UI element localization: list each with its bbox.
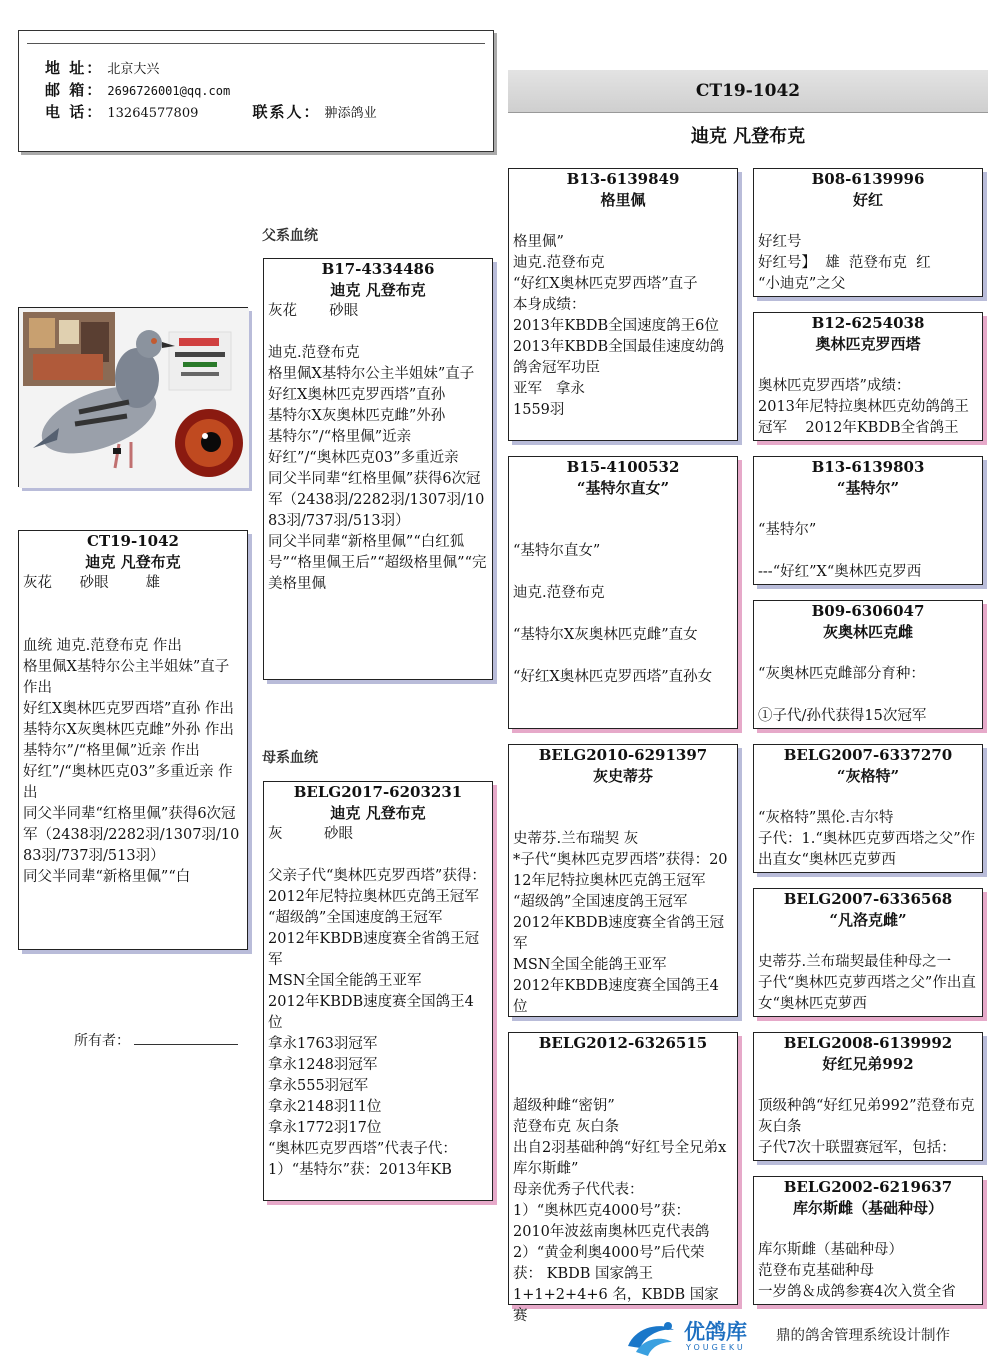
pigeon-photo xyxy=(18,307,248,487)
address-value: 北京大兴 xyxy=(107,62,160,77)
gen3-details: 库尔斯雌（基础种母） 范登布克基础种母 一岁鸽＆成鸽参赛4次入赏全省 xyxy=(758,1242,956,1300)
phone-value: 13264577809 xyxy=(107,106,199,121)
gen3-details: 奥林匹克罗西塔”成绩： 2013年尼特拉奥林匹克幼鸽鸽王冠军 2012年KBDB全省鸽王 xyxy=(758,378,969,436)
subject-name: 迪克 凡登布克 xyxy=(85,553,181,571)
gen2-name: “基特尔直女” xyxy=(576,479,670,497)
pedigree-ring-title: CT19-1042 xyxy=(508,70,988,113)
gen2-ring: B15-4100532 xyxy=(566,458,680,476)
gen2-ring: BELG2012-6326515 xyxy=(538,1034,708,1052)
gen3-name: 库尔斯雌（基础种母） xyxy=(792,1199,943,1217)
gen3-ring: BELG2002-6219637 xyxy=(783,1178,953,1196)
gen3-details: 史蒂芬.兰布瑞契最佳种母之一 子代“奥林匹克萝西塔之父”作出直女“奥林匹克萝西 xyxy=(758,954,976,1012)
gen2-card-2 xyxy=(508,456,738,729)
gen3-ring: B09-6306047 xyxy=(811,602,925,620)
gen3-details: “灰格特”黑伦.吉尔特 子代：1.“奥林匹克萝西塔之父”作出直女“奥林匹克萝西 xyxy=(758,810,976,868)
gen2-card-3 xyxy=(508,744,738,1017)
footer-brand-en: YOUGEKU xyxy=(686,1343,746,1352)
gen3-name: “基特尔” xyxy=(836,479,900,497)
footer xyxy=(622,1316,1002,1360)
subject-ring: CT19-1042 xyxy=(87,532,179,550)
gen3-ring: B13-6139803 xyxy=(811,458,925,476)
address-label: 地 址： xyxy=(45,59,104,77)
dam-ring: BELG2017-6203231 xyxy=(293,783,463,801)
gen3-name: 奥林匹克罗西塔 xyxy=(815,335,921,353)
gen3-ring: BELG2007-6337270 xyxy=(783,746,953,764)
owner-label: 所有者： xyxy=(74,1033,130,1049)
gen3-name: “灰格特” xyxy=(836,767,900,785)
gen2-details: “基特尔直女” 迪克.范登布克 “基特尔X灰奥林匹克雌”直女 “好红X奥林匹克罗西塔”直孙女 xyxy=(513,543,713,685)
footer-credit: 鼎的鸽舍管理系统设计制作 xyxy=(776,1328,950,1344)
gen2-name: 格里佩 xyxy=(600,191,646,209)
gen3-card-1 xyxy=(753,168,983,297)
contact-label: 联系人： xyxy=(252,103,321,121)
gen3-card-3 xyxy=(753,456,983,585)
gen2-name: 灰史蒂芬 xyxy=(592,767,653,785)
dam-name: 迪克 凡登布克 xyxy=(330,804,426,822)
gen3-details: “灰奥林匹克雌部分育种： ①子代/孙代获得15次冠军 xyxy=(758,666,927,724)
gen2-details: 史蒂芬.兰布瑞契 灰 *子代“奥林匹克罗西塔”获得：2012年尼特拉奥林匹克鸽王冠军 “超级鸽”全国速度鸽王冠军 2012年KBDB速度赛全省鸽王冠军 MSN全国全能鸽王亚军 2012年KBDB速度赛全国鸽王4位 xyxy=(513,831,728,1015)
gen3-name: 灰奥林匹克雌 xyxy=(822,623,913,641)
gen3-name: 好红兄弟992 xyxy=(822,1055,914,1073)
gen3-details: 顶级种鸽“好红兄弟992”范登布克 灰白条 子代7次十联盟赛冠军，包括： xyxy=(758,1098,975,1156)
pedigree-name-title: 迪克 凡登布克 xyxy=(690,126,806,147)
subject-details: 灰花 砂眼 雄 血统 迪克.范登布克 作出 格里佩X基特尔公主半姐妹”直子 作出 好红X奥林匹克罗西塔”直孙 作出 基特尔X灰奥林匹克雌”外孙 作出 基特尔”/“格里佩”近亲 作出 好红”/“奥林匹克03”多重近亲 作出 同父半同辈“红格里佩”获得6次冠军（2438羽/2282羽/1307羽/1083羽/737羽/513羽） 同父半同辈“新格里佩”“白 xyxy=(23,575,240,885)
gen3-name: “凡洛克雌” xyxy=(829,911,907,929)
gen3-card-4 xyxy=(753,600,983,729)
sire-ring: B17-4334486 xyxy=(321,260,435,278)
gen2-ring: BELG2010-6291397 xyxy=(538,746,708,764)
gen2-details: 超级种雌“密钥” 范登布克 灰白条 出自2羽基础种鸽“好红号全兄弟x库尔斯雌” 母亲优秀子代代表： 1）“奥林匹克4000号”获： 2010年波兹南奥林匹克代表鸽 2）“黄金利奥4000号”后代荣获： KBDB 国家鸽王 1+1+2+4+6 名，KBDB 国家赛 xyxy=(513,1098,727,1324)
owner-field xyxy=(74,1030,238,1050)
gen3-card-8 xyxy=(753,1176,983,1305)
gen2-ring: B13-6139849 xyxy=(566,170,680,188)
dam-details: 灰 砂眼 父亲子代“奥林匹克罗西塔”获得：2012年尼特拉奥林匹克鸽王冠军 “超级鸽”全国速度鸽王冠军 2012年KBDB速度赛全省鸽王冠军 MSN全国全能鸽王亚军 2012年KBDB速度赛全国鸽王4位 拿永1763羽冠军 拿永1248羽冠军 拿永555羽冠军 拿永2148羽11位 拿永1772羽17位 “奥林匹克罗西塔”代表子代： 1）“基特尔”获：2013年KB xyxy=(268,826,486,1178)
gen3-card-7 xyxy=(753,1032,983,1161)
gen2-card-4 xyxy=(508,1032,738,1324)
sire-name: 迪克 凡登布克 xyxy=(330,281,426,299)
yougeku-logo-icon xyxy=(622,1316,680,1360)
gen3-ring: B08-6139996 xyxy=(811,170,925,188)
gen3-ring: BELG2007-6336568 xyxy=(783,890,953,908)
address-row xyxy=(45,57,159,78)
phone-label: 电 话： xyxy=(45,103,104,121)
gen3-details: “基特尔” ---“好红”X“奥林匹克罗西 xyxy=(758,522,922,580)
gen3-name: 好红 xyxy=(852,191,883,209)
gen3-card-6 xyxy=(753,888,983,1017)
sire-card xyxy=(263,258,493,680)
gen3-ring: B12-6254038 xyxy=(811,314,925,332)
phone-row xyxy=(45,101,377,122)
gen2-details: 格里佩” 迪克.范登布克 “好红X奥林匹克罗西塔”直子 本身成绩： 2013年KBDB全国速度鸽王6位 2013年KBDB全国最佳速度幼鸽鸽舍冠军功臣 亚军 拿永 1559羽 xyxy=(513,234,725,418)
contact-value: 翀添鸽业 xyxy=(324,106,377,121)
footer-brand: 优鸽库 xyxy=(684,1320,747,1344)
gen3-ring: BELG2008-6139992 xyxy=(783,1034,953,1052)
gen3-card-2 xyxy=(753,312,983,441)
contact-card xyxy=(18,30,494,152)
owner-signature-line xyxy=(134,1032,238,1045)
sire-line-label: 父系血统 xyxy=(262,228,318,244)
email-label: 邮 箱： xyxy=(45,81,104,99)
email-value: 2696726001@qq.com xyxy=(107,84,231,98)
sire-details: 灰花 砂眼 迪克.范登布克 格里佩X基特尔公主半姐妹”直子 好红X奥林匹克罗西塔”直孙 基特尔X灰奥林匹克雌”外孙 基特尔”/“格里佩”近亲 好红”/“奥林匹克03”多重近亲 同父半同辈“红格里佩”获得6次冠军（2438羽/2282羽/1307羽/1083羽/737羽/513羽） 同父半同辈“新格里佩”“白红狐号”“格里佩王后”“超级格里佩”“完美格里佩 xyxy=(268,303,487,592)
gen3-card-5 xyxy=(753,744,983,873)
dam-line-label: 母系血统 xyxy=(262,750,318,766)
email-row xyxy=(45,79,230,100)
subject-card xyxy=(18,530,248,950)
dam-card xyxy=(263,781,493,1201)
pigeon-illustration xyxy=(19,308,249,488)
divider xyxy=(27,43,485,44)
gen3-details: 好红号 好红号】 雄 范登布克 红 “小迪克”之父 xyxy=(758,234,931,292)
gen2-card-1 xyxy=(508,168,738,441)
